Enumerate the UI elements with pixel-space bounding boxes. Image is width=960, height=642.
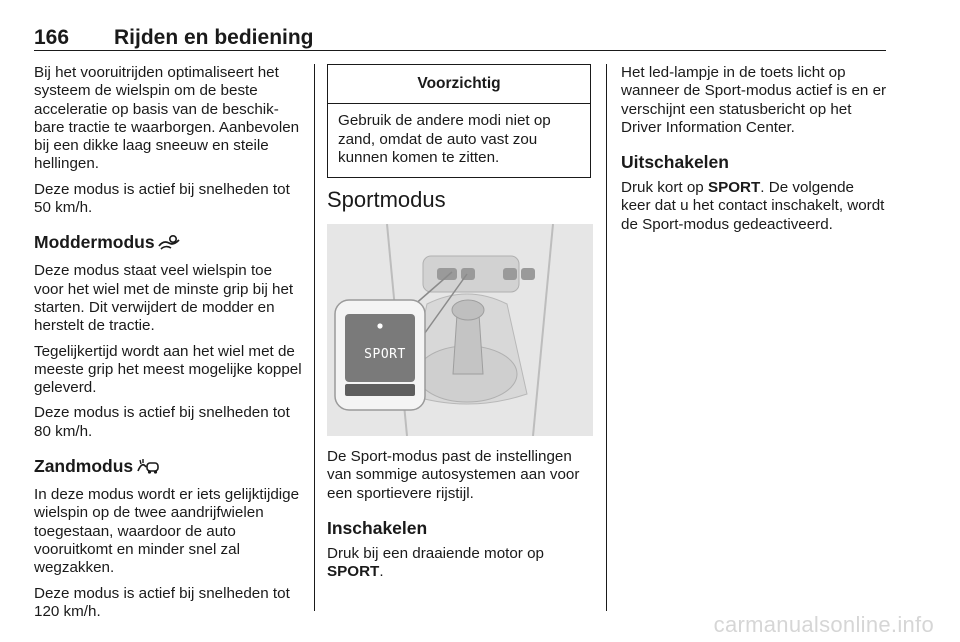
paragraph: De Sport-modus past de instellingen van sommige autosystemen aan voor een sportievere rijstijl. xyxy=(327,448,580,502)
paragraph: Deze modus staat veel wielspin toe voor het wiel met de minste grip bij het starten. Dit verwijdert de modder en herstelt de tractie. xyxy=(34,262,294,335)
paragraph: Deze modus is actief bij snelheden tot 80 km/h. xyxy=(34,404,290,440)
sport-button-figure xyxy=(327,224,593,436)
chapter-title: Rijden en bediening xyxy=(114,26,314,49)
mud-mode-heading: Moddermodus xyxy=(34,231,302,256)
paragraph: Bij het vooruitrijden optimaliseert het systeem de wielspin om de beste acceleratie op basis van de beschikbare tractie te waarborgen. Aanbevolen bij een dikke laag sneeuw en steile hellingen. xyxy=(34,64,300,173)
header-rule xyxy=(34,50,886,51)
sport-button-label: SPORT xyxy=(364,347,406,363)
column-3 xyxy=(621,64,887,241)
sand-mode-icon xyxy=(136,457,160,480)
caution-title: Voorzichtig xyxy=(328,65,590,104)
column-1 xyxy=(34,64,302,628)
page-header xyxy=(34,26,886,52)
column-divider xyxy=(314,64,315,611)
paragraph: Deze modus is actief bij snelheden tot 120 km/h. xyxy=(34,584,290,620)
paragraph: In deze modus wordt er iets gelijktijdige wielspin op de twee aandrijfwielen toegestaan, waardoor de auto vooruitkomt en minder snel zal wegzakken. xyxy=(34,486,300,577)
sport-keyword: SPORT xyxy=(707,179,761,197)
paragraph: Druk bij een draaiende motor op SPORT. xyxy=(327,545,544,581)
sport-keyword: SPORT xyxy=(327,563,380,581)
column-divider xyxy=(606,64,607,611)
column-2 xyxy=(327,64,593,589)
paragraph: Druk kort op SPORT. De volgende keer dat u het contact inschakelt, wordt de Sport-modus gedeactiveerd. xyxy=(621,179,885,233)
paragraph: Het led-lampje in de toets licht op wanneer de Sport-modus actief is en er verschijnt een statusbericht op het Driver Information Center. xyxy=(621,64,887,136)
console-illustration xyxy=(327,224,593,436)
sport-mode-heading: Sportmodus xyxy=(327,187,446,213)
caution-text: Gebruik de andere modi niet op zand, omdat de auto vast zou kunnen komen te zitten. xyxy=(338,112,551,166)
paragraph: Tegelijkertijd wordt aan het wiel met de meeste grip het meest mogelijke koppel geleverd. xyxy=(34,342,302,397)
sand-mode-heading: Zandmodus xyxy=(34,455,302,480)
paragraph: Deze modus is actief bij snelheden tot 50 km/h. xyxy=(34,180,290,217)
mud-mode-icon xyxy=(158,234,180,256)
enable-heading: Inschakelen xyxy=(327,518,428,539)
page-number: 166 xyxy=(34,26,70,49)
disable-heading: Uitschakelen xyxy=(621,152,729,173)
watermark: carmanualsonline.info xyxy=(713,612,934,637)
caution-box xyxy=(327,64,591,178)
